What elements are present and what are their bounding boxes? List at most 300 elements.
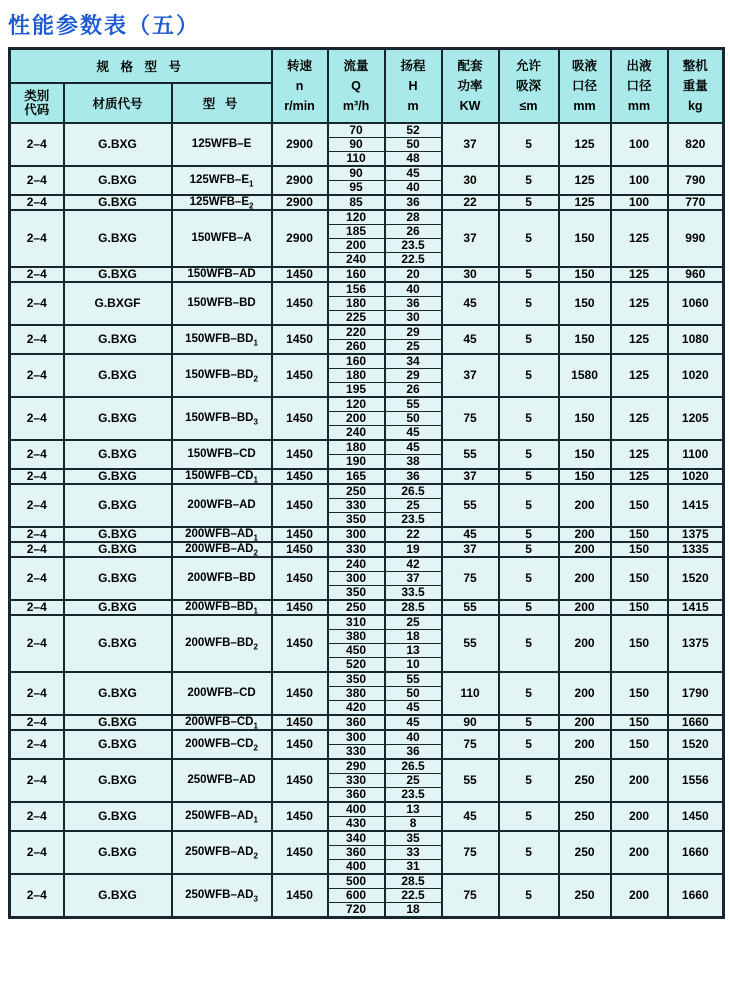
header-suction-depth: 允许 吸深 ≤m [499, 49, 559, 123]
model-subscript: 2 [253, 547, 258, 557]
cell-outlet-diameter: 125 [611, 210, 668, 267]
cell-category-code: 2–4 [10, 440, 64, 469]
cell-power: 75 [442, 397, 499, 440]
cell-speed: 1450 [272, 440, 328, 469]
cell-inlet-diameter: 125 [559, 166, 611, 195]
cell-material-code: G.BXG [64, 325, 172, 354]
cell-inlet-diameter: 250 [559, 759, 611, 802]
cell-suction-depth: 5 [499, 123, 559, 166]
cell-model: 125WFB–E [172, 123, 272, 166]
header-material-code: 材质代号 [64, 83, 172, 123]
cell-material-code: G.BXG [64, 672, 172, 715]
table-row [10, 615, 724, 630]
cell-weight: 1520 [668, 730, 724, 759]
table-row [10, 759, 724, 774]
cell-outlet-diameter: 150 [611, 715, 668, 730]
cell-speed: 1450 [272, 325, 328, 354]
cell-head: 22 [385, 527, 442, 542]
table-header [10, 49, 724, 123]
cell-head: 33.5 [385, 585, 442, 600]
cell-flow: 190 [328, 454, 385, 469]
cell-model: $200WFB-CD_2$ [172, 730, 272, 759]
cell-flow: 430 [328, 816, 385, 831]
model-subscript: 3 [253, 893, 258, 903]
table-body [10, 123, 724, 918]
cell-material-code: G.BXG [64, 123, 172, 166]
cell-flow: 240 [328, 557, 385, 572]
cell-weight: 1660 [668, 874, 724, 918]
cell-flow: 250 [328, 484, 385, 499]
cell-material-code: G.BXG [64, 542, 172, 557]
table-row [10, 123, 724, 138]
table-row [10, 672, 724, 687]
cell-flow: 165 [328, 469, 385, 484]
cell-suction-depth: 5 [499, 440, 559, 469]
cell-speed: 1450 [272, 557, 328, 600]
cell-power: 90 [442, 715, 499, 730]
cell-suction-depth: 5 [499, 210, 559, 267]
cell-inlet-diameter: 200 [559, 730, 611, 759]
cell-flow: 250 [328, 600, 385, 615]
cell-head: 48 [385, 151, 442, 166]
model-subscript: 3 [253, 416, 258, 426]
cell-inlet-diameter: 200 [559, 600, 611, 615]
cell-model: $125WFB-E_1$ [172, 166, 272, 195]
cell-speed: 2900 [272, 195, 328, 210]
cell-power: 55 [442, 759, 499, 802]
cell-suction-depth: 5 [499, 715, 559, 730]
cell-material-code: G.BXG [64, 557, 172, 600]
cell-speed: 2900 [272, 210, 328, 267]
cell-inlet-diameter: 150 [559, 469, 611, 484]
cell-flow: 340 [328, 831, 385, 846]
model-subscript: 1 [253, 814, 258, 824]
cell-outlet-diameter: 125 [611, 440, 668, 469]
cell-speed: 1450 [272, 715, 328, 730]
cell-weight: 1205 [668, 397, 724, 440]
table-row [10, 282, 724, 297]
cell-outlet-diameter: 125 [611, 325, 668, 354]
cell-speed: 1450 [272, 874, 328, 918]
cell-model: $150WFB-BD_2$ [172, 354, 272, 397]
table-row [10, 557, 724, 572]
model-subscript: 1 [253, 532, 258, 542]
cell-model: $150WFB-BD_3$ [172, 397, 272, 440]
cell-flow: 195 [328, 382, 385, 397]
header-flow: 流量 Q m³/h [328, 49, 385, 123]
cell-material-code: G.BXG [64, 469, 172, 484]
cell-power: 37 [442, 123, 499, 166]
cell-power: 110 [442, 672, 499, 715]
cell-head: 42 [385, 557, 442, 572]
cell-suction-depth: 5 [499, 542, 559, 557]
cell-category-code: 2–4 [10, 325, 64, 354]
cell-flow: 180 [328, 296, 385, 310]
cell-flow: 330 [328, 542, 385, 557]
cell-flow: 180 [328, 440, 385, 455]
cell-head: 19 [385, 542, 442, 557]
cell-weight: 820 [668, 123, 724, 166]
cell-category-code: 2–4 [10, 600, 64, 615]
cell-inlet-diameter: 150 [559, 440, 611, 469]
cell-flow: 500 [328, 874, 385, 889]
cell-model: 150WFB–AD [172, 267, 272, 282]
cell-flow: 400 [328, 859, 385, 874]
cell-speed: 1450 [272, 672, 328, 715]
cell-suction-depth: 5 [499, 759, 559, 802]
cell-material-code: G.BXG [64, 874, 172, 918]
table-row [10, 542, 724, 557]
cell-suction-depth: 5 [499, 282, 559, 325]
cell-power: 75 [442, 557, 499, 600]
cell-flow: 420 [328, 700, 385, 715]
cell-outlet-diameter: 200 [611, 802, 668, 831]
cell-model: 150WFB–BD [172, 282, 272, 325]
cell-head: 25 [385, 773, 442, 787]
cell-outlet-diameter: 150 [611, 672, 668, 715]
cell-head: 26 [385, 224, 442, 238]
cell-flow: 330 [328, 744, 385, 759]
cell-material-code: G.BXG [64, 195, 172, 210]
cell-flow: 380 [328, 686, 385, 700]
cell-suction-depth: 5 [499, 874, 559, 918]
cell-head: 38 [385, 454, 442, 469]
cell-model: 150WFB–A [172, 210, 272, 267]
cell-flow: 450 [328, 643, 385, 657]
cell-flow: 520 [328, 657, 385, 672]
cell-power: 30 [442, 166, 499, 195]
cell-weight: 790 [668, 166, 724, 195]
cell-power: 55 [442, 484, 499, 527]
cell-head: 52 [385, 123, 442, 138]
cell-power: 55 [442, 440, 499, 469]
header-weight: 整机 重量 kg [668, 49, 724, 123]
cell-head: 36 [385, 296, 442, 310]
cell-category-code: 2–4 [10, 267, 64, 282]
cell-category-code: 2–4 [10, 874, 64, 918]
cell-head: 26.5 [385, 484, 442, 499]
cell-flow: 350 [328, 585, 385, 600]
cell-speed: 1450 [272, 469, 328, 484]
table-row [10, 874, 724, 889]
cell-head: 50 [385, 137, 442, 151]
cell-flow: 310 [328, 615, 385, 630]
cell-inlet-diameter: 1580 [559, 354, 611, 397]
cell-suction-depth: 5 [499, 600, 559, 615]
cell-suction-depth: 5 [499, 831, 559, 874]
cell-power: 37 [442, 210, 499, 267]
cell-outlet-diameter: 100 [611, 123, 668, 166]
table-row [10, 195, 724, 210]
cell-outlet-diameter: 100 [611, 166, 668, 195]
cell-head: 25 [385, 339, 442, 354]
cell-model: 200WFB–AD [172, 484, 272, 527]
cell-head: 40 [385, 282, 442, 297]
cell-category-code: 2–4 [10, 527, 64, 542]
cell-material-code: G.BXG [64, 440, 172, 469]
cell-head: 29 [385, 368, 442, 382]
cell-head: 10 [385, 657, 442, 672]
cell-weight: 1556 [668, 759, 724, 802]
cell-suction-depth: 5 [499, 615, 559, 672]
cell-weight: 1660 [668, 715, 724, 730]
cell-head: 40 [385, 730, 442, 745]
cell-model: $250WFB-AD_1$ [172, 802, 272, 831]
cell-category-code: 2–4 [10, 615, 64, 672]
cell-material-code: G.BXG [64, 831, 172, 874]
cell-flow: 95 [328, 180, 385, 195]
cell-category-code: 2–4 [10, 354, 64, 397]
cell-outlet-diameter: 125 [611, 469, 668, 484]
cell-weight: 1060 [668, 282, 724, 325]
cell-weight: 1660 [668, 831, 724, 874]
cell-head: 28.5 [385, 600, 442, 615]
cell-category-code: 2–4 [10, 484, 64, 527]
header-inlet-diameter: 吸液 口径 mm [559, 49, 611, 123]
cell-inlet-diameter: 150 [559, 210, 611, 267]
cell-flow: 70 [328, 123, 385, 138]
table-row [10, 166, 724, 181]
cell-category-code: 2–4 [10, 195, 64, 210]
cell-suction-depth: 5 [499, 469, 559, 484]
cell-model: 150WFB–CD [172, 440, 272, 469]
cell-suction-depth: 5 [499, 527, 559, 542]
cell-category-code: 2–4 [10, 123, 64, 166]
cell-power: 30 [442, 267, 499, 282]
cell-inlet-diameter: 150 [559, 282, 611, 325]
cell-flow: 90 [328, 137, 385, 151]
cell-speed: 1450 [272, 267, 328, 282]
table-row [10, 730, 724, 745]
cell-head: 28.5 [385, 874, 442, 889]
cell-inlet-diameter: 200 [559, 615, 611, 672]
cell-head: 23.5 [385, 238, 442, 252]
cell-head: 25 [385, 615, 442, 630]
cell-head: 36 [385, 744, 442, 759]
cell-material-code: G.BXG [64, 802, 172, 831]
cell-head: 30 [385, 310, 442, 325]
cell-weight: 1100 [668, 440, 724, 469]
cell-flow: 240 [328, 252, 385, 267]
cell-flow: 160 [328, 354, 385, 369]
cell-head: 37 [385, 571, 442, 585]
cell-suction-depth: 5 [499, 730, 559, 759]
cell-head: 25 [385, 498, 442, 512]
cell-head: 18 [385, 629, 442, 643]
cell-suction-depth: 5 [499, 484, 559, 527]
cell-category-code: 2–4 [10, 672, 64, 715]
cell-category-code: 2–4 [10, 282, 64, 325]
cell-flow: 180 [328, 368, 385, 382]
cell-weight: 1415 [668, 600, 724, 615]
cell-outlet-diameter: 200 [611, 874, 668, 918]
table-row [10, 469, 724, 484]
cell-model: $150WFB-CD_1$ [172, 469, 272, 484]
table-row [10, 325, 724, 340]
table-row [10, 802, 724, 817]
cell-head: 34 [385, 354, 442, 369]
cell-outlet-diameter: 125 [611, 282, 668, 325]
cell-head: 45 [385, 700, 442, 715]
cell-head: 13 [385, 643, 442, 657]
cell-head: 45 [385, 166, 442, 181]
header-head: 扬程 H m [385, 49, 442, 123]
cell-outlet-diameter: 150 [611, 730, 668, 759]
cell-head: 23.5 [385, 787, 442, 802]
cell-power: 55 [442, 600, 499, 615]
cell-model: 250WFB–AD [172, 759, 272, 802]
cell-outlet-diameter: 100 [611, 195, 668, 210]
cell-model: $250WFB-AD_3$ [172, 874, 272, 918]
cell-power: 75 [442, 730, 499, 759]
cell-inlet-diameter: 250 [559, 802, 611, 831]
cell-speed: 1450 [272, 397, 328, 440]
cell-head: 23.5 [385, 512, 442, 527]
table-row [10, 831, 724, 846]
table-row [10, 600, 724, 615]
cell-head: 55 [385, 397, 442, 412]
cell-material-code: G.BXGF [64, 282, 172, 325]
cell-power: 75 [442, 831, 499, 874]
model-subscript: 2 [253, 850, 258, 860]
cell-head: 45 [385, 440, 442, 455]
cell-flow: 300 [328, 571, 385, 585]
cell-material-code: G.BXG [64, 715, 172, 730]
cell-material-code: G.BXG [64, 615, 172, 672]
cell-outlet-diameter: 150 [611, 615, 668, 672]
cell-head: 13 [385, 802, 442, 817]
cell-weight: 1375 [668, 527, 724, 542]
cell-power: 22 [442, 195, 499, 210]
cell-category-code: 2–4 [10, 542, 64, 557]
cell-inlet-diameter: 200 [559, 715, 611, 730]
cell-inlet-diameter: 150 [559, 267, 611, 282]
cell-speed: 1450 [272, 542, 328, 557]
cell-inlet-diameter: 200 [559, 484, 611, 527]
cell-material-code: G.BXG [64, 600, 172, 615]
cell-material-code: G.BXG [64, 397, 172, 440]
cell-flow: 185 [328, 224, 385, 238]
cell-category-code: 2–4 [10, 397, 64, 440]
cell-flow: 225 [328, 310, 385, 325]
cell-outlet-diameter: 150 [611, 600, 668, 615]
cell-power: 37 [442, 542, 499, 557]
cell-suction-depth: 5 [499, 672, 559, 715]
cell-speed: 1450 [272, 615, 328, 672]
cell-flow: 260 [328, 339, 385, 354]
cell-head: 22.5 [385, 888, 442, 902]
cell-model: 200WFB–CD [172, 672, 272, 715]
cell-power: 45 [442, 282, 499, 325]
model-subscript: 2 [253, 373, 258, 383]
cell-flow: 85 [328, 195, 385, 210]
cell-outlet-diameter: 125 [611, 354, 668, 397]
cell-flow: 300 [328, 730, 385, 745]
cell-suction-depth: 5 [499, 267, 559, 282]
cell-category-code: 2–4 [10, 469, 64, 484]
cell-inlet-diameter: 125 [559, 195, 611, 210]
header-speed: 转速 n r/min [272, 49, 328, 123]
cell-power: 45 [442, 527, 499, 542]
cell-flow: 300 [328, 527, 385, 542]
table-row [10, 267, 724, 282]
cell-head: 40 [385, 180, 442, 195]
cell-suction-depth: 5 [499, 557, 559, 600]
cell-flow: 330 [328, 498, 385, 512]
cell-outlet-diameter: 150 [611, 557, 668, 600]
cell-flow: 330 [328, 773, 385, 787]
cell-head: 31 [385, 859, 442, 874]
cell-category-code: 2–4 [10, 210, 64, 267]
performance-parameter-table [8, 47, 725, 919]
cell-head: 55 [385, 672, 442, 687]
cell-speed: 1450 [272, 831, 328, 874]
cell-inlet-diameter: 150 [559, 397, 611, 440]
cell-weight: 1790 [668, 672, 724, 715]
cell-power: 37 [442, 469, 499, 484]
cell-model: $250WFB-AD_2$ [172, 831, 272, 874]
cell-head: 36 [385, 469, 442, 484]
cell-weight: 960 [668, 267, 724, 282]
cell-category-code: 2–4 [10, 802, 64, 831]
cell-head: 26.5 [385, 759, 442, 774]
cell-outlet-diameter: 125 [611, 397, 668, 440]
cell-weight: 1415 [668, 484, 724, 527]
cell-material-code: G.BXG [64, 759, 172, 802]
cell-material-code: G.BXG [64, 527, 172, 542]
cell-weight: 1335 [668, 542, 724, 557]
cell-inlet-diameter: 125 [559, 123, 611, 166]
cell-inlet-diameter: 250 [559, 874, 611, 918]
model-subscript: 2 [249, 200, 254, 210]
cell-suction-depth: 5 [499, 802, 559, 831]
cell-weight: 1450 [668, 802, 724, 831]
cell-category-code: 2–4 [10, 730, 64, 759]
cell-flow: 400 [328, 802, 385, 817]
cell-flow: 360 [328, 845, 385, 859]
cell-flow: 220 [328, 325, 385, 340]
cell-category-code: 2–4 [10, 715, 64, 730]
cell-speed: 1450 [272, 354, 328, 397]
cell-outlet-diameter: 150 [611, 527, 668, 542]
cell-power: 55 [442, 615, 499, 672]
cell-inlet-diameter: 150 [559, 325, 611, 354]
cell-head: 45 [385, 715, 442, 730]
model-subscript: 1 [253, 474, 258, 484]
cell-flow: 240 [328, 425, 385, 440]
cell-weight: 770 [668, 195, 724, 210]
header-row-top [10, 49, 724, 83]
cell-speed: 1450 [272, 527, 328, 542]
cell-head: 26 [385, 382, 442, 397]
cell-power: 45 [442, 802, 499, 831]
cell-inlet-diameter: 250 [559, 831, 611, 874]
cell-head: 35 [385, 831, 442, 846]
model-subscript: 1 [253, 337, 258, 347]
cell-head: 50 [385, 686, 442, 700]
cell-weight: 1020 [668, 469, 724, 484]
cell-weight: 1080 [668, 325, 724, 354]
cell-flow: 350 [328, 672, 385, 687]
cell-weight: 1375 [668, 615, 724, 672]
cell-speed: 1450 [272, 282, 328, 325]
cell-flow: 360 [328, 787, 385, 802]
cell-model: 200WFB–BD [172, 557, 272, 600]
cell-head: 45 [385, 425, 442, 440]
cell-head: 8 [385, 816, 442, 831]
cell-material-code: G.BXG [64, 267, 172, 282]
cell-flow: 156 [328, 282, 385, 297]
